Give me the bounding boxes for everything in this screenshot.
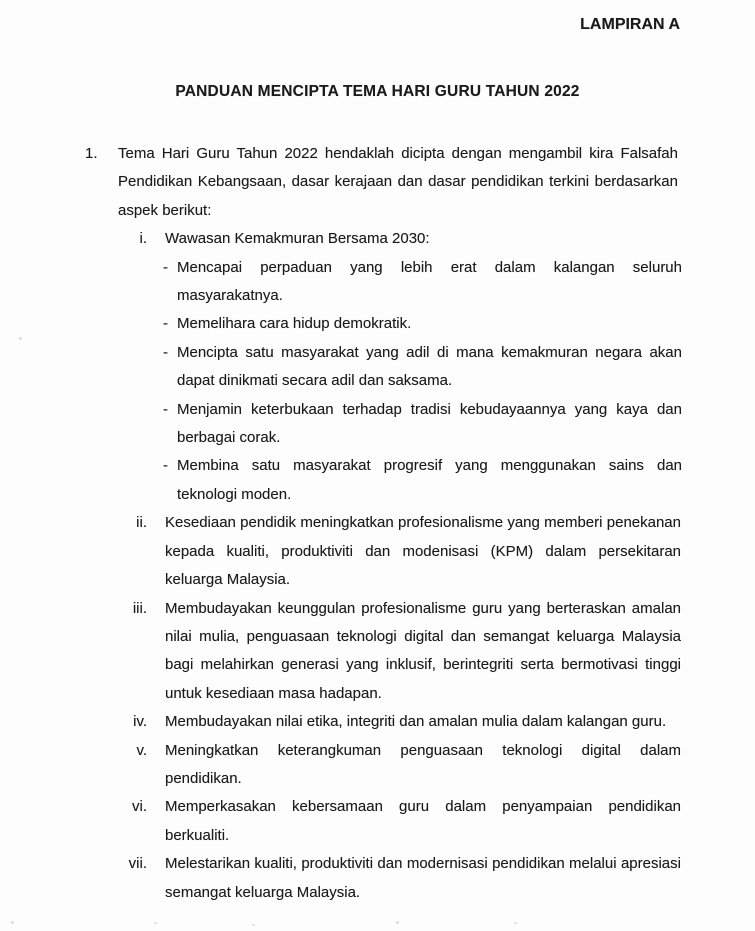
- sub-item-iv-text: Membudayakan nilai etika, integriti dan amalan mulia dalam kalangan guru.: [165, 713, 667, 731]
- sub-item-vi-text: Memperkasakan kebersamaan guru dalam penyampaian pendidikan berkualiti.: [165, 798, 681, 844]
- dash-item-text: Mencapai perpaduan yang lebih erat dalam kalangan seluruh masyarakatnya.: [177, 258, 682, 305]
- dash-marker: -: [163, 343, 168, 361]
- sub-item-vi-marker: vi.: [132, 798, 147, 816]
- dash-item-text: Memelihara cara hidup demokratik.: [177, 315, 412, 333]
- dash-item: [163, 310, 755, 338]
- sub-item-i-marker: i.: [139, 230, 147, 248]
- dash-item: [163, 339, 755, 396]
- sub-item-vii: [118, 850, 755, 907]
- numbered-list: [0, 140, 755, 907]
- sub-item-vii-marker: vii.: [128, 855, 147, 873]
- list-item-1-text: Tema Hari Guru Tahun 2022 hendaklah dicipta dengan mengambil kira Falsafah Pendidikan Kebangsaan, dasar kerajaan dan dasar pendidikan terkini berdasarkan aspek berikut:: [118, 145, 678, 219]
- dash-marker: -: [163, 315, 168, 333]
- sub-item-iv: [118, 708, 755, 736]
- scan-speck: [11, 921, 14, 924]
- scan-speck: [396, 921, 399, 924]
- scan-speck: [514, 922, 517, 924]
- sub-item-ii-text: Kesediaan pendidik meningkatkan profesionalisme yang memberi penekanan kepada kualiti, produktiviti dan modenisasi (KPM) dalam persekitaran keluarga Malaysia.: [165, 514, 681, 589]
- sub-item-iii-text: Membudayakan keunggulan profesionalisme guru yang berteraskan amalan nilai mulia, penguasaan teknologi digital dan semangat keluarga Malaysia bagi melahirkan generasi yang inklusif, berintegriti serta bermotivasi tinggi untuk kesediaan masa hadapan.: [165, 599, 681, 702]
- sub-item-v-text: Meningkatkan keterangkuman penguasaan teknologi digital dalam pendidikan.: [165, 741, 681, 787]
- sub-item-i-text: Wawasan Kemakmuran Bersama 2030:: [165, 230, 430, 248]
- sub-item-vii-text: Melestarikan kualiti, produktiviti dan modernisasi pendidikan melalui apresiasi semangat keluarga Malaysia.: [165, 855, 681, 901]
- sub-item-v-marker: v.: [136, 741, 147, 759]
- dash-item: [163, 452, 755, 509]
- corner-label: LAMPIRAN A: [580, 16, 680, 33]
- dash-item-text: Mencipta satu masyarakat yang adil di mana kemakmuran negara akan dapat dinikmati secara adil dan saksama.: [177, 343, 682, 390]
- dash-item-text: Membina satu masyarakat progresif yang menggunakan sains dan teknologi moden.: [177, 457, 682, 503]
- dash-marker: -: [163, 400, 168, 418]
- scan-speck: [252, 924, 255, 926]
- sub-item-iv-marker: iv.: [133, 713, 147, 731]
- sub-item-iii: [118, 595, 755, 709]
- sub-item-v: [118, 737, 755, 794]
- sub-item-ii: [118, 509, 755, 594]
- scan-speck: [19, 337, 22, 340]
- dash-item-text: Menjamin keterbukaan terhadap tradisi kebudayaannya yang kaya dan berbagai corak.: [177, 400, 682, 447]
- list-item-1: [85, 140, 755, 225]
- sub-item-vi: [118, 793, 755, 850]
- dash-item: [163, 396, 755, 453]
- list-item-1-number: 1.: [85, 145, 98, 162]
- sub-item-i: [118, 225, 755, 253]
- dash-marker: -: [163, 457, 168, 475]
- scan-speck: [154, 922, 157, 924]
- sub-item-iii-marker: iii.: [132, 599, 147, 617]
- page-title: PANDUAN MENCIPTA TEMA HARI GURU TAHUN 2022: [175, 83, 580, 100]
- sub-item-ii-marker: ii.: [136, 514, 147, 532]
- dash-item: [163, 254, 755, 311]
- dash-marker: -: [163, 258, 168, 276]
